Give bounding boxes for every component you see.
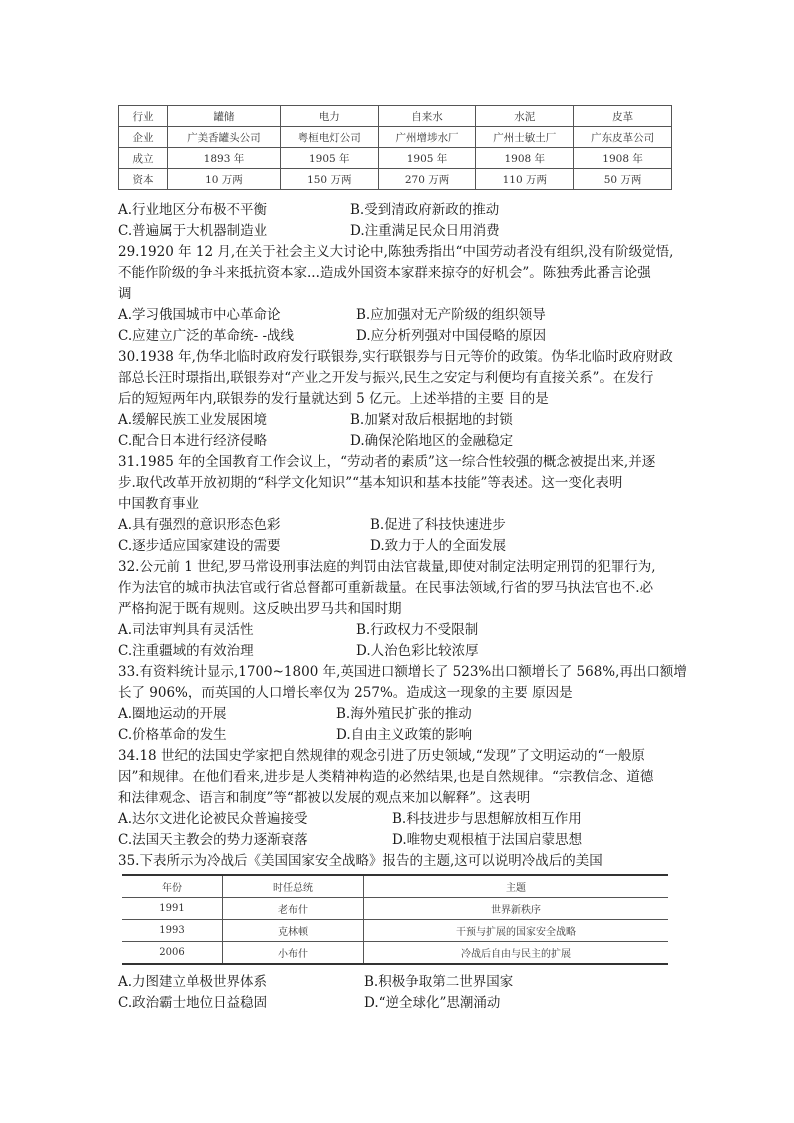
table-cell: 皮革 [574, 106, 672, 127]
strategy-table [122, 874, 668, 965]
table-cell: 1905 年 [378, 148, 476, 169]
option-d: D.人治色彩比较浓厚 [356, 643, 479, 659]
table-cell: 1993 [122, 920, 223, 942]
table-cell: 50 万两 [574, 169, 672, 190]
question-text: 30.1938 年,伪华北临时政府发行联银券,实行联银券与日元等价的政策。伪华北临时政府财政 [118, 349, 673, 365]
option-b: B.积极争取第二世界国家 [364, 974, 514, 990]
option-d: D.自由主义政策的影响 [336, 727, 473, 743]
question-text: 31.1985 年的全国教育工作会议上，“劳动者的素质”这一综合性较强的概念被提出来,并逐 [118, 454, 656, 470]
option-a: A.具有强烈的意识形态色彩 [118, 517, 281, 533]
option-c: C.注重疆域的有效治理 [118, 643, 254, 659]
table-cell: 1905 年 [280, 148, 378, 169]
table-cell: 主题 [364, 875, 669, 898]
table-cell: 年份 [122, 875, 223, 898]
question-text: 后的短短两年内,联银券的发行量就达到 5 亿元。上述举措的主要 目的是 [118, 391, 549, 407]
table-cell: 1908 年 [574, 148, 672, 169]
table-row [122, 920, 668, 942]
table-cell: 冷战后自由与民主的扩展 [364, 942, 669, 965]
table-row [122, 875, 668, 898]
table-cell: 10 万两 [168, 169, 281, 190]
table-cell: 资本 [119, 169, 168, 190]
option-a: A.司法审判具有灵活性 [118, 622, 254, 638]
question-text: 步.取代改革开放初期的“科学文化知识”“基本知识和基本技能”等表述。这一变化表明 [118, 475, 623, 491]
table-cell: 广美香罐头公司 [168, 127, 281, 148]
option-c: C.政治霸士地位日益稳固 [118, 995, 268, 1011]
option-a: A.达尔文进化论被民众普遍接受 [118, 811, 308, 827]
question-text: 部总长汪时璟指出,联银券对“产业之开发与振兴,民生之安定与利便均有直接关系”。在发行 [118, 370, 654, 386]
table-row [119, 169, 672, 190]
table-cell: 150 万两 [280, 169, 378, 190]
question-text: 34.18 世纪的法国史学家把自然规律的观念引进了历史领域,“发现”了文明运动的“一般原 [118, 748, 645, 764]
option-d: D.应分析列强对中国侵略的原因 [356, 328, 547, 344]
question-text: 29.1920 年 12 月,在关于社会主义大讨论中,陈独秀指出“中国劳动者没有组织,没有阶级觉悟, [118, 244, 674, 260]
question-text: 不能作阶级的争斗来抵抗资本家...造成外国资本家群来掠夺的好机会”。陈独秀此番言论强 [118, 265, 651, 281]
option-a: A.行业地区分布极不平衡 [118, 202, 268, 218]
table-cell: 世界新秩序 [364, 898, 669, 920]
option-d: D.确保沦陷地区的金融稳定 [350, 433, 514, 449]
question-text: 35.下表所示为冷战后《美国国家安全战略》报告的主题,这可以说明冷战后的美国 [118, 853, 603, 869]
table-cell: 粤桓电灯公司 [280, 127, 378, 148]
table-cell: 110 万两 [476, 169, 574, 190]
option-c: C.配合日本进行经济侵略 [118, 433, 268, 449]
table-cell: 罐储 [168, 106, 281, 127]
table-cell: 广州增埗水厂 [378, 127, 476, 148]
option-b: B.科技进步与思想解放相互作用 [392, 811, 582, 827]
table-row [119, 106, 672, 127]
table-cell: 广州士敏土厂 [476, 127, 574, 148]
table-cell: 2006 [122, 942, 223, 965]
table-row [119, 127, 672, 148]
option-d: D.致力于人的全面发展 [370, 538, 507, 554]
option-c: C.逐步适应国家建设的需要 [118, 538, 281, 554]
option-a: A.缓解民族工业发展困境 [118, 412, 268, 428]
option-c: C.法国天主教会的势力逐渐衰落 [118, 832, 308, 848]
option-b: B.行政权力不受限制 [356, 622, 479, 638]
table-row [122, 942, 668, 965]
option-d: D.“逆全球化”思潮涌动 [364, 995, 501, 1011]
option-b: B.加紧对敌后根据地的封锁 [350, 412, 513, 428]
option-b: B.海外殖民扩张的推动 [336, 706, 472, 722]
table-cell: 自来水 [378, 106, 476, 127]
table-cell: 行业 [119, 106, 168, 127]
option-d: D.唯物史观根植于法国启蒙思想 [392, 832, 583, 848]
option-b: B.促进了科技快速进步 [370, 517, 506, 533]
option-c: C.价格革命的发生 [118, 727, 227, 743]
industry-table [118, 105, 672, 190]
option-c: C.普遍属于大机器制造业 [118, 223, 268, 239]
option-a: A.力图建立单极世界体系 [118, 974, 268, 990]
table-row [122, 898, 668, 920]
question-text: 33.有资料统计显示,1700~1800 年,英国进口额增长了 523%出口额增长了 568%,再出口额增 [118, 664, 687, 680]
table-cell: 水泥 [476, 106, 574, 127]
option-b: B.受到清政府新政的推动 [350, 202, 500, 218]
table-cell: 时任总统 [223, 875, 364, 898]
question-text: 长了 906%，而英国的人口增长率仅为 257%。造成这一现象的主要 原因是 [118, 685, 573, 701]
question-text: 中国教育事业 [118, 496, 199, 512]
table-cell: 广东皮革公司 [574, 127, 672, 148]
table-cell: 老布什 [223, 898, 364, 920]
table-cell: 企业 [119, 127, 168, 148]
table-cell: 小布什 [223, 942, 364, 965]
option-b: B.应加强对无产阶级的组织领导 [356, 307, 546, 323]
table-cell: 电力 [280, 106, 378, 127]
question-text: 作为法官的城市执法官或行省总督都可重新裁量。在民事法领域,行省的罗马执法官也不.必 [118, 580, 654, 596]
question-text: 调 [118, 286, 132, 302]
option-a: A.圈地运动的开展 [118, 706, 227, 722]
option-a: A.学习俄国城市中心革命论 [118, 307, 281, 323]
table-cell: 干预与扩展的国家安全战略 [364, 920, 669, 942]
table-cell: 克林顿 [223, 920, 364, 942]
option-d: D.注重满足民众日用消费 [350, 223, 500, 239]
table-cell: 成立 [119, 148, 168, 169]
question-text: 和法律观念、语言和制度”等“都被以发展的观点来加以解释”。这表明 [118, 790, 531, 806]
question-text: 32.公元前 1 世纪,罗马常设刑事法庭的判罚由法官裁量,即使对制定法明定刑罚的犯罪行为, [118, 559, 656, 575]
table-cell: 1908 年 [476, 148, 574, 169]
table-row [119, 148, 672, 169]
option-c: C.应建立广泛的革命统- -战线 [118, 328, 295, 344]
table-cell: 1991 [122, 898, 223, 920]
question-text: 因”和规律。在他们看来,进步是人类精神构造的必然结果,也是自然规律。“宗教信念、道德 [118, 769, 654, 785]
table-cell: 270 万两 [378, 169, 476, 190]
table-cell: 1893 年 [168, 148, 281, 169]
question-text: 严格拘泥于既有规则。这反映出罗马共和国时期 [118, 601, 402, 617]
